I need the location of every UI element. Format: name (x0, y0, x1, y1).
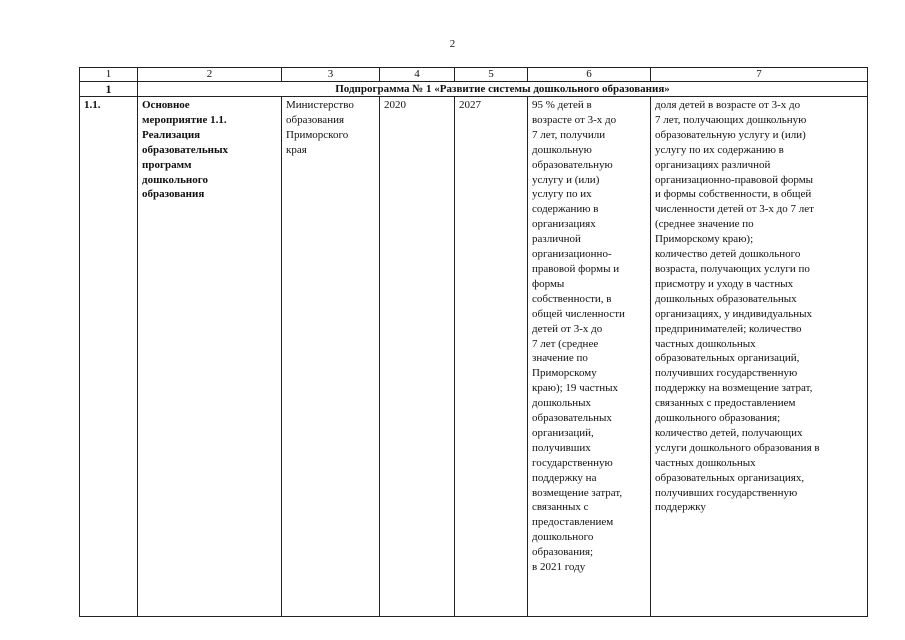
text-line: дошкольных (532, 397, 591, 410)
text-line: формы (532, 277, 565, 290)
text-line: предоставлением (532, 516, 614, 529)
text-line: услугу и (или) (532, 173, 600, 186)
text-line: 7 лет (среднее (532, 337, 599, 350)
text-line: предпринимателей; количество (655, 322, 802, 335)
text-line: количество детей дошкольного (655, 248, 801, 261)
text-line: и формы собственности, в общей (655, 188, 812, 201)
subprogram-number: 1 (80, 82, 138, 97)
column-number: 7 (651, 68, 868, 82)
column-number: 6 (528, 68, 651, 82)
text-line: образовательную (532, 158, 613, 171)
text-line: Реализация (142, 128, 201, 141)
text-line: 7 лет, получили (532, 128, 606, 141)
text-line: мероприятие 1.1. (142, 113, 227, 126)
text-line: поддержку на (532, 471, 597, 484)
text-line: значение по (532, 352, 588, 365)
text-line: дошкольного (142, 173, 208, 186)
executor (282, 97, 380, 617)
text-line: Приморскому краю); (655, 233, 754, 246)
text-line: образования (286, 113, 345, 126)
text-line: возрасте от 3-х до (532, 113, 617, 126)
text-line: услуги дошкольного образования в (655, 441, 820, 454)
text-line: дошкольных образовательных (655, 292, 797, 305)
table-row (80, 97, 868, 617)
text-line: получивших государственную (655, 486, 798, 499)
column-number: 4 (380, 68, 455, 82)
text-line: организациях различной (655, 158, 771, 171)
text-line: дошкольную (532, 143, 592, 156)
text-line: краю); 19 частных (532, 382, 619, 395)
end-year: 2027 (455, 97, 528, 617)
program-table (79, 67, 868, 617)
column-number: 2 (138, 68, 282, 82)
text-line: детей от 3-х до (532, 322, 603, 335)
text-line: образовательных организаций, (655, 352, 800, 365)
page-number: 2 (449, 38, 456, 50)
text-line: Приморскому (532, 367, 597, 380)
text-line: связанных с (532, 501, 589, 514)
start-year: 2020 (380, 97, 455, 617)
text-line: содержанию в (532, 203, 599, 216)
text-line: (среднее значение по (655, 218, 754, 231)
text-line: правовой формы и (532, 262, 620, 275)
text-line: организационно- (532, 248, 612, 261)
text-line: образования (142, 188, 205, 201)
activity-name (138, 97, 282, 617)
text-line: организациях (532, 218, 596, 231)
text-line: общей численности (532, 307, 625, 320)
text-line: края (286, 143, 307, 156)
text-line: программ (142, 158, 192, 171)
text-line: возраста, получающих услуги по (655, 262, 810, 275)
text-line: поддержку на возмещение затрат, (655, 382, 813, 395)
text-line: 95 % детей в (532, 99, 592, 111)
text-line: возмещение затрат, (532, 486, 623, 499)
text-line: связанных с предоставлением (655, 397, 796, 410)
text-line: частных дошкольных (655, 456, 756, 469)
text-line: организационно-правовой формы (655, 173, 814, 186)
text-line: получивших (532, 441, 591, 454)
column-number: 1 (80, 68, 138, 82)
text-line: организаций, (532, 426, 594, 439)
text-line: Основное (142, 99, 190, 111)
expected-result (528, 97, 651, 617)
row-number: 1.1. (80, 97, 138, 617)
text-line: количество детей, получающих (655, 426, 803, 439)
text-line: доля детей в возрасте от 3-х до (655, 99, 801, 111)
text-line: организациях, у индивидуальных (655, 307, 813, 320)
text-line: получивших государственную (655, 367, 798, 380)
text-line: 7 лет, получающих дошкольную (655, 113, 807, 126)
text-line: образовательных (532, 412, 612, 425)
text-line: собственности, в (532, 292, 612, 305)
text-line: услугу по их (532, 188, 592, 201)
text-line: дошкольного (532, 531, 594, 544)
indicators (651, 97, 868, 617)
column-number-row (80, 68, 868, 82)
text-line: образования; (532, 546, 594, 559)
text-line: присмотру и уходу в частных (655, 277, 794, 290)
text-line: поддержку (655, 501, 706, 514)
text-line: в 2021 году (532, 561, 586, 574)
text-line: Министерство (286, 99, 354, 111)
text-line: государственную (532, 456, 613, 469)
column-number: 3 (282, 68, 380, 82)
text-line: Приморского (286, 128, 349, 141)
subprogram-row (80, 82, 868, 97)
text-line: образовательную услугу и (или) (655, 128, 806, 141)
column-number: 5 (455, 68, 528, 82)
text-line: частных дошкольных (655, 337, 756, 350)
text-line: образовательных (142, 143, 229, 156)
text-line: услугу по их содержанию в (655, 143, 784, 156)
text-line: дошкольного образования; (655, 412, 781, 425)
text-line: численности детей от 3-х до 7 лет (655, 203, 814, 216)
text-line: различной (532, 233, 581, 246)
text-line: образовательных организациях, (655, 471, 805, 484)
subprogram-title: Подпрограмма № 1 «Развитие системы дошкольного образования» (138, 82, 868, 97)
